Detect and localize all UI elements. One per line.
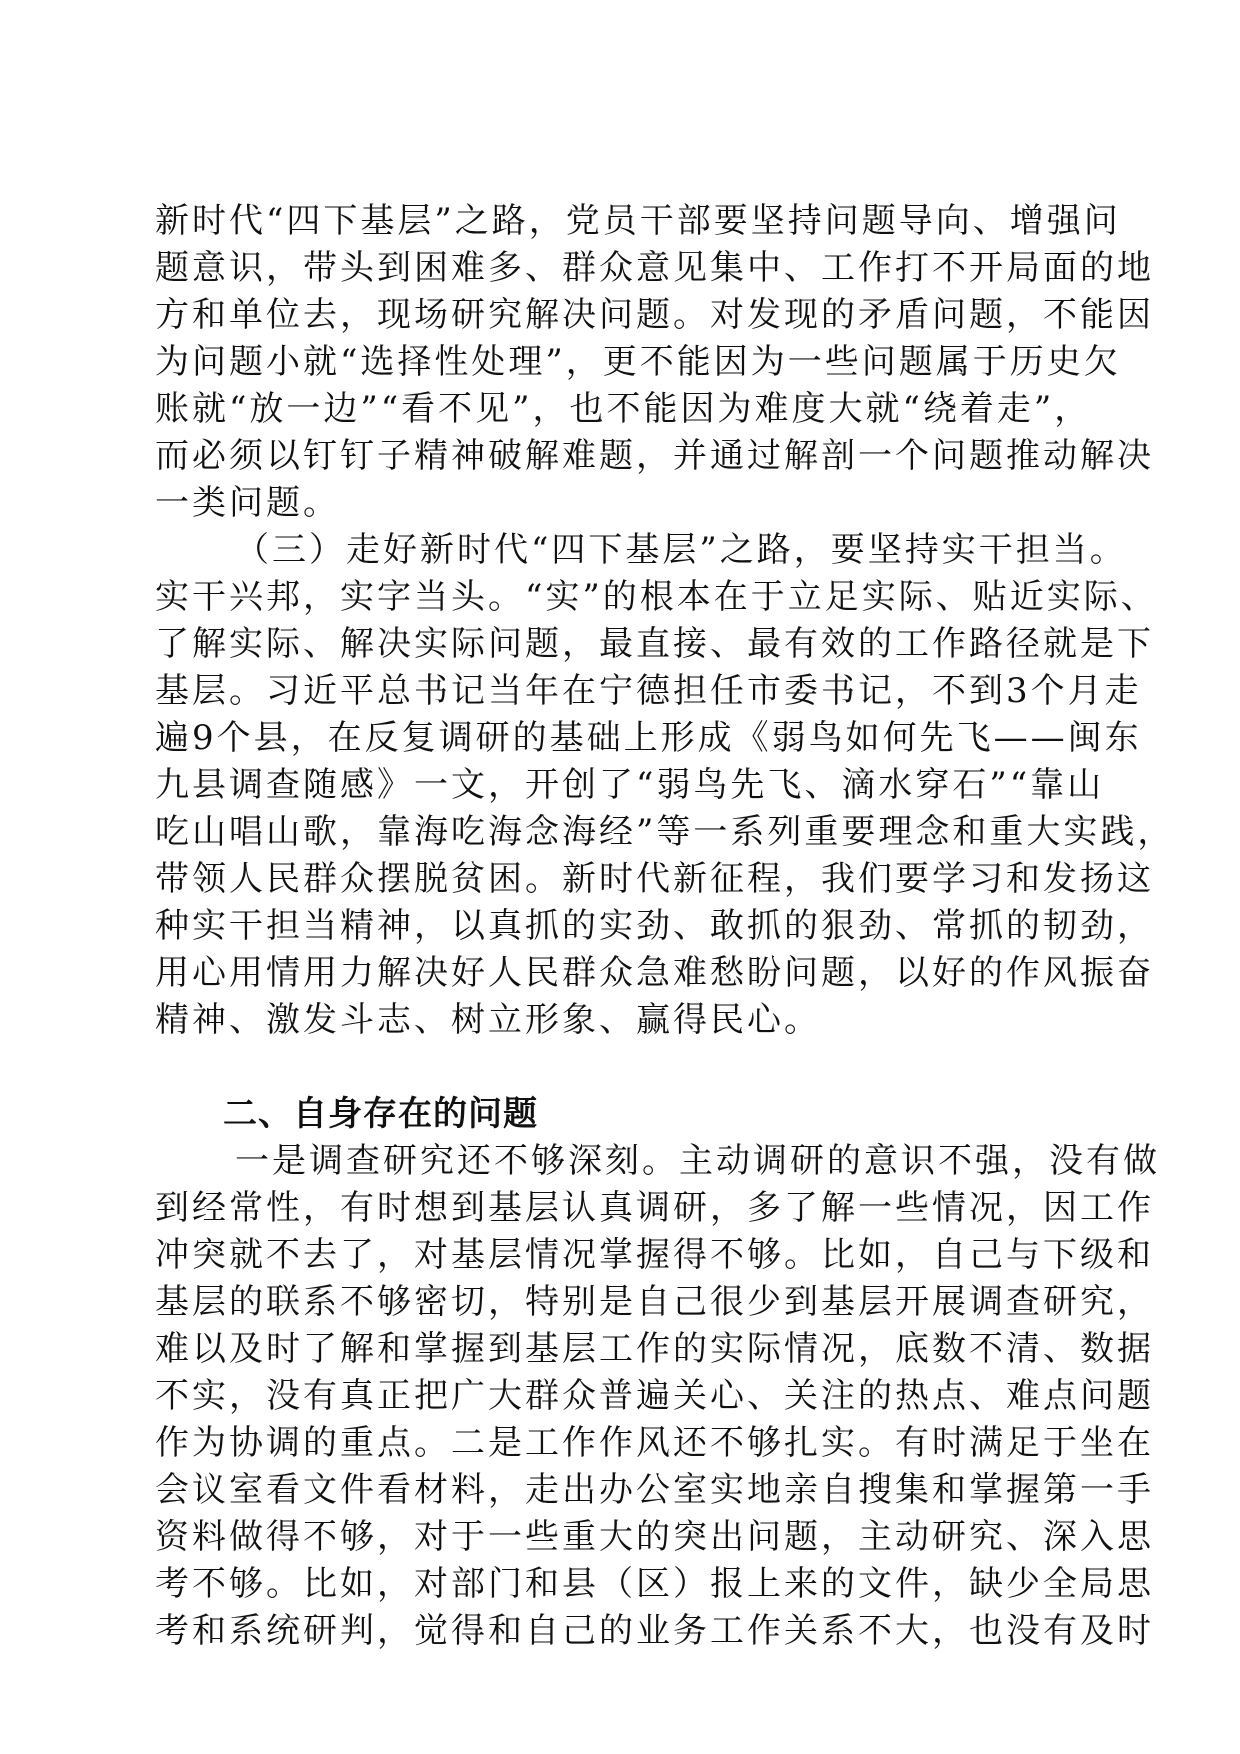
text-line	[155, 1044, 1085, 1091]
text-line: 一是调查研究还不够深刻。主动调研的意识不强，没有做	[235, 1141, 1160, 1181]
text-line: （三）走好新时代“四下基层”之路，要坚持实干担当。	[235, 530, 1127, 570]
text-line: 基层。习近平总书记当年在宁德担任市委书记，不到3个月走	[155, 671, 1142, 711]
section-heading: 二、自身存在的问题	[223, 1094, 538, 1134]
text-line: 一类问题。	[155, 483, 340, 523]
text-line: 题意识，带头到困难多、群众意见集中、工作打不开局面的地	[155, 248, 1154, 288]
paragraph-problems	[155, 1138, 1160, 1655]
text-line: 了解实际、解决实际问题，最直接、最有效的工作路径就是下	[155, 624, 1154, 664]
text-line: 带领人民群众摆脱贫困。新时代新征程，我们要学习和发扬这	[155, 859, 1154, 899]
text-line: 用心用情用力解决好人民群众急难愁盼问题，以好的作风振奋	[155, 953, 1154, 993]
text-line: 方和单位去，现场研究解决问题。对发现的矛盾问题，不能因	[155, 295, 1154, 335]
text-line: 九县调查随感》一文，开创了“弱鸟先飞、滴水穿石”“靠山	[155, 765, 1105, 805]
text-line: 冲突就不去了，对基层情况掌握得不够。比如，自己与下级和	[155, 1235, 1154, 1275]
text-line: 实干兴邦，实字当头。“实”的根本在于立足实际、贴近实际、	[155, 577, 1158, 617]
text-line: 考和系统研判，觉得和自己的业务工作关系不大，也没有及时	[155, 1611, 1154, 1651]
text-line: 到经常性，有时想到基层认真调研，多了解一些情况，因工作	[155, 1188, 1154, 1228]
text-line: 新时代“四下基层”之路，党员干部要坚持问题导向、增强问	[155, 201, 1121, 241]
text-line: 考不够。比如，对部门和县（区）报上来的文件，缺少全局思	[155, 1564, 1154, 1604]
paragraph-continuation	[155, 198, 1154, 527]
text-line: 吃山唱山歌，靠海吃海念海经”等一系列重要理念和重大实践，	[155, 812, 1175, 852]
text-line: 遍9个县，在反复调研的基础上形成《弱鸟如何先飞——闽东	[155, 718, 1142, 758]
text-line: 资料做得不够，对于一些重大的突出问题，主动研究、深入思	[155, 1517, 1154, 1557]
text-line: 基层的联系不够密切，特别是自己很少到基层开展调查研究，	[155, 1282, 1154, 1322]
text-line: 种实干担当精神，以真抓的实劲、敢抓的狠劲、常抓的韧劲，	[155, 906, 1154, 946]
paragraph-practical-responsibility	[155, 527, 1175, 1091]
text-line: 作为协调的重点。二是工作作风还不够扎实。有时满足于坐在	[155, 1423, 1154, 1463]
text-line: 为问题小就“选择性处理”，更不能因为一些问题属于历史欠	[155, 342, 1121, 382]
document-body	[155, 198, 1175, 1655]
text-line: 账就“放一边”“看不见”，也不能因为难度大就“绕着走”，	[155, 389, 1092, 429]
text-line: 精神、激发斗志、树立形象、赢得民心。	[155, 1000, 821, 1040]
text-line: 难以及时了解和掌握到基层工作的实际情况，底数不清、数据	[155, 1329, 1154, 1369]
text-line: 不实，没有真正把广大群众普遍关心、关注的热点、难点问题	[155, 1376, 1154, 1416]
text-line: 而必须以钉钉子精神破解难题，并通过解剖一个问题推动解决	[155, 436, 1154, 476]
text-line: 会议室看文件看材料，走出办公室实地亲自搜集和掌握第一手	[155, 1470, 1154, 1510]
